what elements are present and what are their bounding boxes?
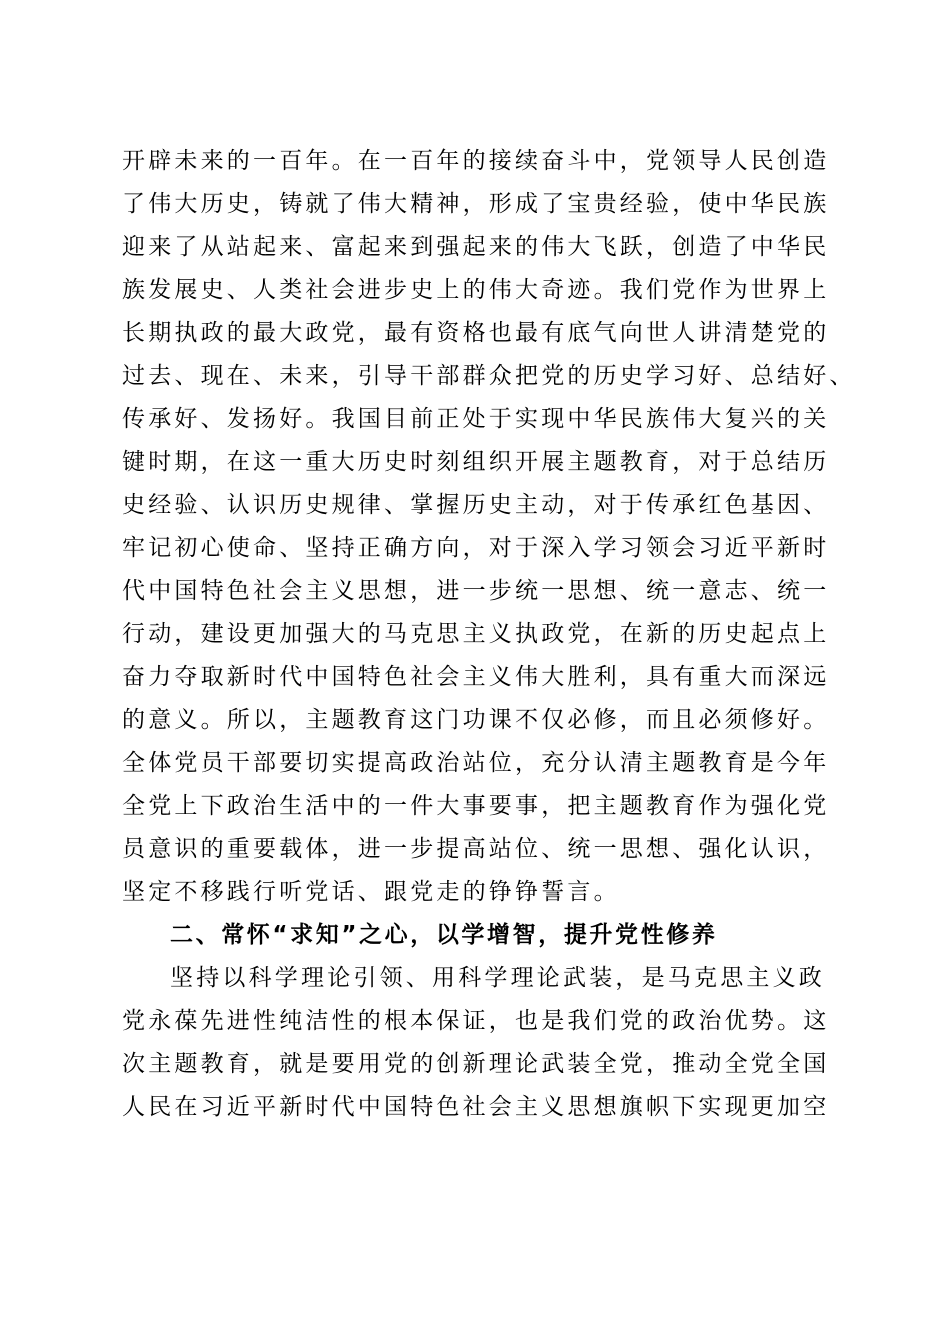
paragraph-1-line: 迎来了从站起来、富起来到强起来的伟大飞跃，创造了中华民 — [122, 234, 830, 260]
paragraph-1-line: 的意义。所以，主题教育这门功课不仅必修，而且必须修好。 — [122, 707, 830, 733]
paragraph-1-line: 传承好、发扬好。我国目前正处于实现中华民族伟大复兴的关 — [122, 406, 830, 432]
document-body — [122, 140, 856, 1129]
paragraph-1-line: 族发展史、人类社会进步史上的伟大奇迹。我们党作为世界上 — [122, 277, 830, 303]
paragraph-1-line: 键时期，在这一重大历史时刻组织开展主题教育，对于总结历 — [122, 449, 830, 475]
paragraph-1-line: 开辟未来的一百年。在一百年的接续奋斗中，党领导人民创造 — [122, 148, 830, 174]
section-heading: 二、常怀“求知”之心，以学增智，提升党性修养 — [170, 922, 718, 948]
paragraph-1-line: 行动，建设更加强大的马克思主义执政党，在新的历史起点上 — [122, 621, 830, 647]
paragraph-1-line: 全党上下政治生活中的一件大事要事，把主题教育作为强化党 — [122, 793, 830, 819]
paragraph-1-line: 牢记初心使命、坚持正确方向，对于深入学习领会习近平新时 — [122, 535, 830, 561]
paragraph-1-line: 长期执政的最大政党，最有资格也最有底气向世人讲清楚党的 — [122, 320, 830, 346]
paragraph-2-line: 坚持以科学理论引领、用科学理论武装，是马克思主义政 — [170, 965, 825, 991]
paragraph-1-line: 史经验、认识历史规律、掌握历史主动，对于传承红色基因、 — [122, 492, 830, 518]
paragraph-2-line: 人民在习近平新时代中国特色社会主义思想旗帜下实现更加空 — [122, 1094, 830, 1120]
paragraph-1-line: 奋力夺取新时代中国特色社会主义伟大胜利，具有重大而深远 — [122, 664, 830, 690]
paragraph-2-line: 次主题教育，就是要用党的创新理论武装全党，推动全党全国 — [122, 1051, 830, 1077]
paragraph-1-line: 代中国特色社会主义思想，进一步统一思想、统一意志、统一 — [122, 578, 830, 604]
paragraph-1-line: 全体党员干部要切实提高政治站位，充分认清主题教育是今年 — [122, 750, 830, 776]
paragraph-1-line: 了伟大历史，铸就了伟大精神，形成了宝贵经验，使中华民族 — [122, 191, 830, 217]
paragraph-2-line: 党永葆先进性纯洁性的根本保证，也是我们党的政治优势。这 — [122, 1008, 830, 1034]
paragraph-1-line: 坚定不移践行听党话、跟党走的铮铮誓言。 — [122, 879, 620, 905]
paragraph-1-line: 员意识的重要载体，进一步提高站位、统一思想、强化认识， — [122, 836, 830, 862]
paragraph-1-line: 过去、现在、未来，引导干部群众把党的历史学习好、总结好、 — [122, 363, 856, 389]
